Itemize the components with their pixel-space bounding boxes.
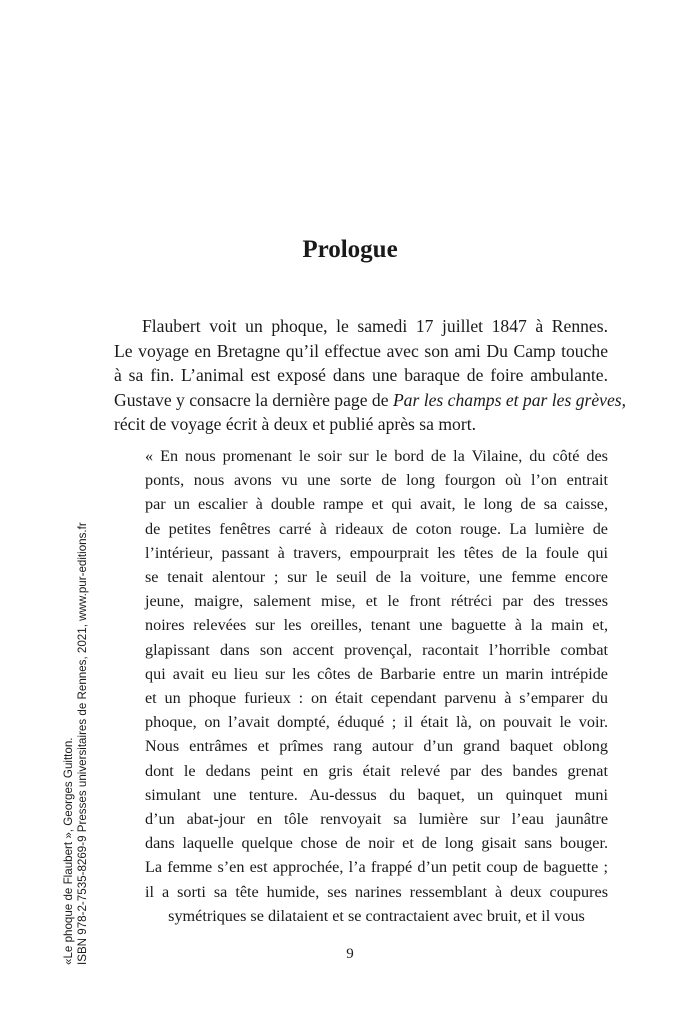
intro-line-3: à sa fin. L’animal est exposé dans une baraque de foire ambulante. [114,365,608,385]
quote-line: dont le dedans peint en gris était relevé par des bandes grenat [145,761,608,780]
copyright-side-note [62,405,90,965]
quote-line: dans laquelle quelque chose de noir et de long gisait sans bouger. [145,834,608,853]
quote-line: Nous entrâmes et prîmes rang autour d’un grand baquet oblong [145,737,608,756]
side-note-line-1: «Le phoque de Flaubert », Georges Guitton. [62,737,75,965]
book-title: Par les champs et par les grèves [392,389,622,410]
quote-line: simulant une tenture. Au-dessus du baquet, un quinquet muni [145,785,608,804]
quote-line: l’intérieur, passant à travers, empourprait les têtes de la foule qui [145,543,608,562]
book-title-comma: , [621,389,627,410]
quote-line: jeune, maigre, salement mise, et le front rétréci par des tresses [145,592,608,611]
intro-line-4-text: Gustave y consacre la dernière page de [114,389,389,410]
quote-line: d’un abat-jour en tôle renvoyait sa lumière sur l’eau jaunâtre [145,810,608,829]
quote-line: phoque, on l’avait dompté, éduqué ; il était là, on pouvait le voir. [145,713,608,732]
quote-line: « En nous promenant le soir sur le bord de la Vilaine, du côté des [145,447,608,465]
side-note-line-2: ISBN 978-2-7535-8269-9 Presses universitaires de Rennes, 2021, www.pur-editions.fr [76,522,89,965]
page-title: Prologue [302,236,398,263]
quote-line: glapissant dans son accent provençal, racontait l’horrible combat [145,640,608,659]
intro-paragraph [114,314,627,437]
quote-line: il a sorti sa tête humide, ses narines ressemblant à deux coupures [145,882,608,901]
page-number: 9 [346,946,354,962]
quote-line: se tenait alentour ; sur le seuil de la voiture, une femme encore [145,568,608,587]
quote-line: La femme s’en est approchée, l’a frappé d’un petit coup de baguette ; [145,858,608,877]
quote-line: qui avait eu lieu sur les côtes de Barbarie entre un marin intrépide [145,664,608,683]
quote-line: ponts, nous avons vu une sorte de long fourgon où l’on entrait [145,471,608,490]
quote-line: symétriques se dilataient et se contractaient avec bruit, et il vous [168,906,585,925]
quote-line: de petites fenêtres carré à rideaux de coton rouge. La lumière de [145,519,608,538]
intro-line-2: Le voyage en Bretagne qu’il effectue avec son ami Du Camp touche [114,340,608,361]
quote-line: et un phoque furieux : on était cependant parvenu à s’emparer du [145,689,608,708]
intro-line-1: Flaubert voit un phoque, le samedi 17 juillet 1847 à Rennes. [142,316,608,336]
quote-line: par un escalier à double rampe et qui avait, le long de sa caisse, [145,495,608,514]
quote-line: noires relevées sur les oreilles, tenant une baguette à la main et, [145,616,608,635]
intro-line-4 [114,388,627,413]
intro-line-5: récit de voyage écrit à deux et publié après sa mort. [114,414,476,434]
quote-block [145,444,608,928]
